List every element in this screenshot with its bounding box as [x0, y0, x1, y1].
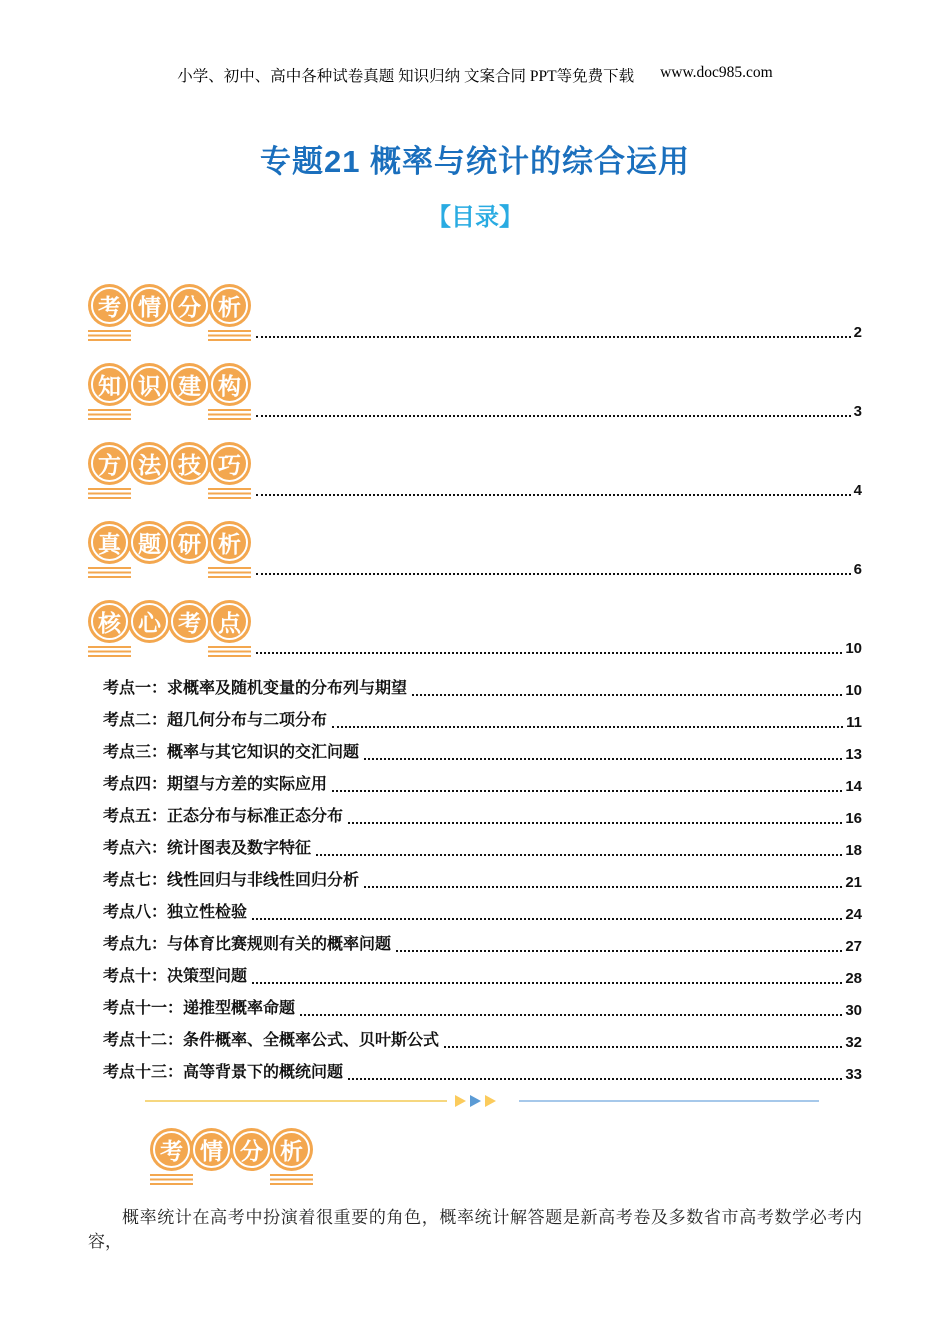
badge-char-circle: 考: [150, 1128, 193, 1171]
toc-item[interactable]: [88, 807, 862, 827]
arrow-right-icon: [470, 1095, 481, 1107]
badge-underline-decoration: [208, 646, 251, 657]
badge-char-circle: 心: [128, 600, 171, 643]
toc-page-number: 11: [846, 714, 862, 731]
badge-char-circle: 核: [88, 600, 131, 643]
badge-underline-decoration: [270, 1174, 313, 1185]
dot-leader: [252, 918, 842, 920]
badge-char-circle: 析: [208, 521, 251, 564]
dot-leader: [316, 854, 842, 856]
badge-char-circle: 分: [168, 284, 211, 327]
toc-section-knowledge-construction[interactable]: [88, 363, 862, 420]
badge-underline-decoration: [88, 567, 131, 578]
toc-item-label: 考点十：决策型问题: [103, 968, 248, 985]
badge-char-circle: 情: [128, 284, 171, 327]
toc-page-number: 3: [853, 403, 862, 420]
toc-heading: 【目录】: [427, 204, 523, 231]
toc-page-number: 4: [853, 482, 862, 499]
dot-leader: [396, 950, 842, 952]
toc-item-label: 考点二：超几何分布与二项分布: [103, 712, 328, 729]
toc-section-exam-analysis[interactable]: [88, 284, 862, 341]
badge-char-circle: 情: [190, 1128, 233, 1171]
divider-gold-line: [145, 1100, 447, 1102]
arrow-right-icon: [455, 1095, 466, 1107]
toc-item-label: 考点八：独立性检验: [103, 904, 248, 921]
divider-blue-line: [519, 1100, 819, 1102]
badge-char-circle: 考: [168, 600, 211, 643]
dot-leader: [256, 336, 851, 338]
badge-underline-decoration: [88, 646, 131, 657]
toc-item-label: 考点五：正态分布与标准正态分布: [103, 808, 344, 825]
dot-leader: [256, 573, 851, 575]
site-header: [0, 64, 950, 86]
toc-page-number: 2: [853, 324, 862, 341]
badge-underline-decoration: [88, 488, 131, 499]
badge-exam-analysis: [88, 284, 251, 341]
toc-item[interactable]: [88, 775, 862, 795]
dot-leader: [348, 822, 842, 824]
toc-page-number: 10: [845, 640, 862, 657]
badge-char-circle: 研: [168, 521, 211, 564]
page-title: 专题21 概率与统计的综合运用: [259, 144, 691, 179]
badge-char-circle: 法: [128, 442, 171, 485]
badge-char-circle: 析: [208, 284, 251, 327]
toc-item-label: 考点九：与体育比赛规则有关的概率问题: [103, 936, 392, 953]
badge-char-circle: 技: [168, 442, 211, 485]
body-paragraph: 概率统计在高考中扮演着很重要的角色，概率统计解答题是新高考卷及多数省市高考数学必考内容，: [88, 1208, 862, 1251]
toc-item[interactable]: [88, 711, 862, 731]
badge-underline-decoration: [208, 330, 251, 341]
toc-page-number: 10: [845, 682, 862, 699]
table-of-contents: [0, 284, 950, 1083]
toc-item[interactable]: [88, 903, 862, 923]
toc-item-label: 考点四：期望与方差的实际应用: [103, 776, 328, 793]
badge-underline-decoration: [208, 567, 251, 578]
toc-item[interactable]: [88, 839, 862, 859]
toc-page-number: 24: [845, 906, 862, 923]
badge-underline-decoration: [88, 409, 131, 420]
toc-page-number: 14: [845, 778, 862, 795]
toc-section-real-question-analysis[interactable]: [88, 521, 862, 578]
divider-arrows-icon: [455, 1095, 496, 1107]
dot-leader: [364, 758, 842, 760]
toc-item-label: 考点三：概率与其它知识的交汇问题: [103, 744, 360, 761]
toc-item-label: 考点十一：递推型概率命题: [103, 1000, 296, 1017]
header-text: 小学、初中、高中各种试卷真题 知识归纳 文案合同 PPT等免费下载: [177, 68, 635, 85]
dot-leader: [300, 1014, 842, 1016]
toc-item[interactable]: [88, 967, 862, 987]
section-divider: [0, 1095, 950, 1107]
toc-page-number: 21: [845, 874, 862, 891]
dot-leader: [252, 982, 842, 984]
arrow-right-icon: [485, 1095, 496, 1107]
toc-item[interactable]: [88, 999, 862, 1019]
badge-underline-decoration: [150, 1174, 193, 1185]
toc-page-number: 27: [845, 938, 862, 955]
dot-leader: [332, 726, 843, 728]
toc-item-label: 考点一：求概率及随机变量的分布列与期望: [103, 680, 408, 697]
badge-char-circle: 建: [168, 363, 211, 406]
dot-leader: [348, 1078, 842, 1080]
toc-item[interactable]: [88, 679, 862, 699]
toc-item-label: 考点十二：条件概率、全概率公式、贝叶斯公式: [103, 1032, 440, 1049]
toc-page-number: 33: [845, 1066, 862, 1083]
toc-item[interactable]: [88, 935, 862, 955]
toc-page-number: 16: [845, 810, 862, 827]
badge-method-skills: [88, 442, 251, 499]
badge-char-circle: 分: [230, 1128, 273, 1171]
dot-leader: [256, 652, 842, 654]
badge-core-points: [88, 600, 251, 657]
dot-leader: [444, 1046, 842, 1048]
badge-char-circle: 识: [128, 363, 171, 406]
toc-item[interactable]: [88, 1031, 862, 1051]
site-url[interactable]: www.doc985.com: [660, 64, 773, 81]
badge-underline-decoration: [208, 488, 251, 499]
badge-char-circle: 真: [88, 521, 131, 564]
toc-section-core-points[interactable]: [88, 600, 862, 657]
dot-leader: [256, 494, 851, 496]
dot-leader: [412, 694, 842, 696]
toc-page-number: 30: [845, 1002, 862, 1019]
toc-item[interactable]: [88, 1063, 862, 1083]
badge-char-circle: 题: [128, 521, 171, 564]
dot-leader: [332, 790, 842, 792]
badge-char-circle: 知: [88, 363, 131, 406]
badge-real-question-analysis: [88, 521, 251, 578]
toc-item-label: 考点十三：高等背景下的概统问题: [103, 1064, 344, 1081]
badge-char-circle: 析: [270, 1128, 313, 1171]
badge-knowledge-construction: [88, 363, 251, 420]
badge-char-circle: 方: [88, 442, 131, 485]
badge-char-circle: 考: [88, 284, 131, 327]
toc-item[interactable]: [88, 743, 862, 763]
badge-char-circle: 点: [208, 600, 251, 643]
badge-underline-decoration: [88, 330, 131, 341]
badge-char-circle: 巧: [208, 442, 251, 485]
dot-leader: [364, 886, 842, 888]
toc-page-number: 6: [853, 561, 862, 578]
body-section-header: [150, 1128, 950, 1185]
toc-section-method-skills[interactable]: [88, 442, 862, 499]
badge-underline-decoration: [208, 409, 251, 420]
toc-page-number: 18: [845, 842, 862, 859]
toc-page-number: 28: [845, 970, 862, 987]
toc-item-label: 考点七：线性回归与非线性回归分析: [103, 872, 360, 889]
toc-page-number: 13: [845, 746, 862, 763]
badge-char-circle: 构: [208, 363, 251, 406]
toc-item-label: 考点六：统计图表及数字特征: [103, 840, 312, 857]
toc-page-number: 32: [845, 1034, 862, 1051]
dot-leader: [256, 415, 851, 417]
toc-item[interactable]: [88, 871, 862, 891]
badge-exam-analysis-body: [150, 1128, 313, 1185]
